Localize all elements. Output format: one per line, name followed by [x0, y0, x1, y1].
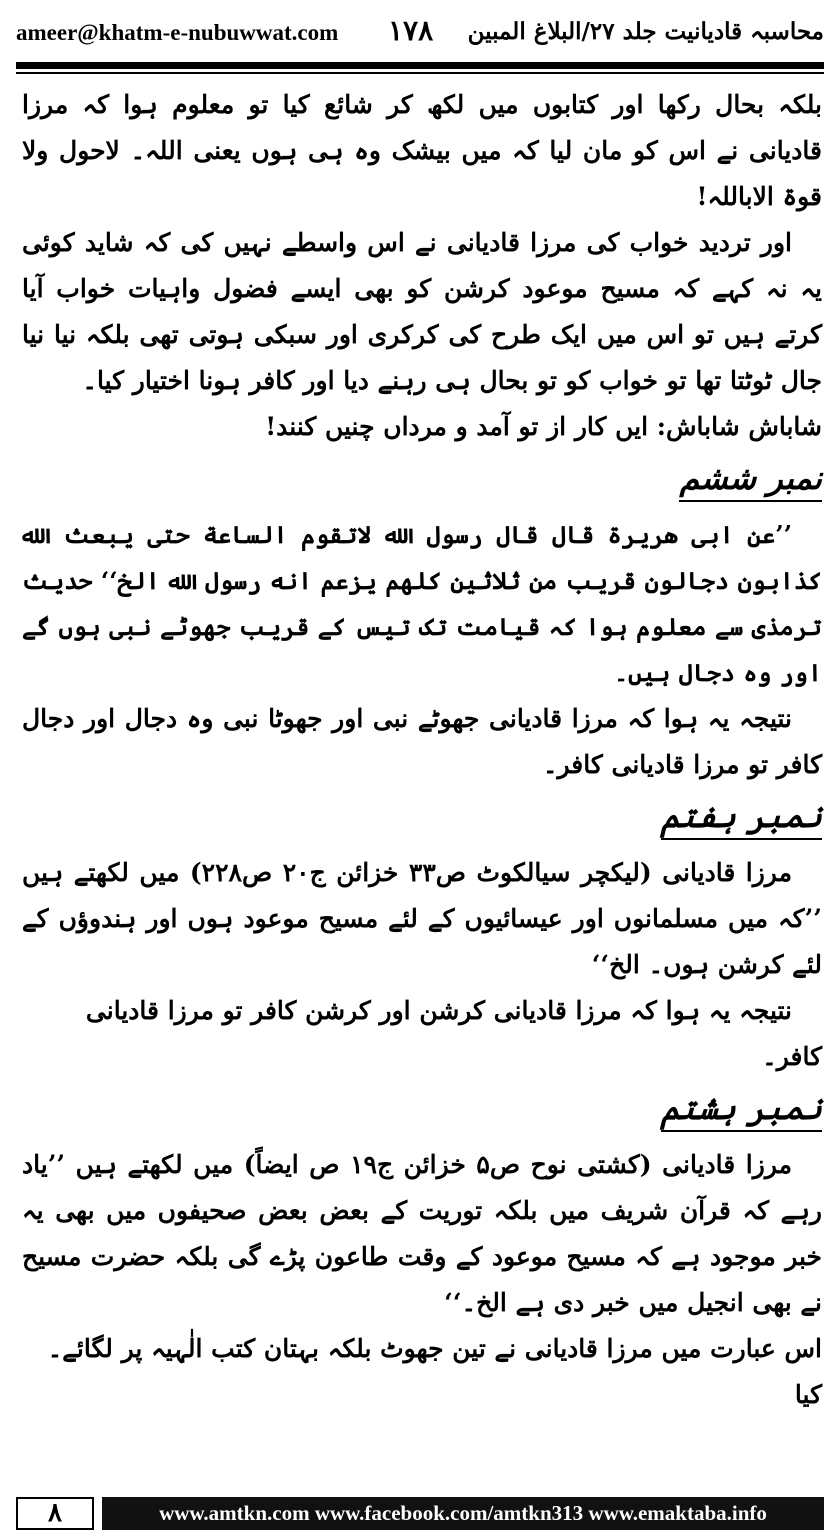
header-rule-thin: [16, 72, 824, 74]
footer-page-number: ۸: [16, 1497, 94, 1530]
section-heading-7: نمبر ہفتم: [661, 796, 822, 840]
section-heading-6: نمبر ششم: [679, 458, 822, 502]
section-heading-8: نمبر ہشتم: [661, 1088, 822, 1132]
paragraph-3: شاباش شاباش: ایں کار از تو آمد و مرداں چنیں کنند!: [265, 412, 822, 441]
footer-links[interactable]: www.amtkn.com www.facebook.com/amtkn313 www.emaktaba.info: [102, 1497, 824, 1530]
page-content: [22, 82, 822, 1418]
header-book-title: محاسبہ قادیانیت جلد ۲۷/البلاغ المبین: [467, 18, 824, 45]
paragraph-9: اس عبارت میں مرزا قادیانی نے تین جھوٹ بلکہ بہتان کتب الٰہیہ پر لگائے۔ کیا: [47, 1334, 822, 1409]
paragraph-7: نتیجہ یہ ہوا کہ مرزا قادیانی کرشن اور کرشن کافر تو مرزا قادیانی کافر۔: [85, 996, 822, 1071]
header-rule-thick: [16, 62, 824, 69]
paragraph-5: نتیجہ یہ ہوا کہ مرزا قادیانی جھوٹے نبی اور جھوٹا نبی وہ دجال اور دجال کافر تو مرزا قادیانی کافر۔: [22, 704, 822, 779]
paragraph-8: مرزا قادیانی (کشتی نوح ص۵ خزائن ج۱۹ ص ایضاً) میں لکھتے ہیں ’’یاد رہے کہ قرآن شریف میں بلکہ توریت کے بعض بعض صحیفوں میں بھی یہ خبر موجود ہے کہ مسیح موعود کے وقت طاعون پڑے گی بلکہ حضرت مسیح نے بھی انجیل میں خبر دی ہے الخ۔‘‘: [22, 1150, 822, 1317]
header-page-number: ۱۷۸: [388, 14, 434, 47]
paragraph-1: بلکہ بحال رکھا اور کتابوں میں لکھ کر شائع کیا تو معلوم ہوا کہ مرزا قادیانی نے اس کو مان لیا کہ میں بیشک وہ ہی ہوں یعنی اللہ۔ لاحول ولا قوۃ الاباللہ!: [22, 90, 822, 211]
page-footer: [16, 1497, 824, 1530]
header-email: ameer@khatm-e-nubuwwat.com: [16, 20, 339, 45]
paragraph-6: مرزا قادیانی (لیکچر سیالکوٹ ص۳۳ خزائن ج۲۰ ص۲۲۸) میں لکھتے ہیں ’’کہ میں مسلمانوں اور عیسائیوں کے لئے مسیح موعود ہوں اور ہندوؤں کے لئے کرشن ہوں۔ الخ‘‘: [22, 858, 822, 979]
paragraph-2: اور تردید خواب کی مرزا قادیانی نے اس واسطے نہیں کی کہ شاید کوئی یہ نہ کہے کہ مسیح موعود کرشن کو بھی ایسے فضول واہیات خواب آیا کرتے ہیں تو اس میں ایک طرح کی کرکری اور سبکی ہوتی تھی بلکہ نیا نیا جال ٹوٹتا تھا تو خواب کو تو بحال ہی رہنے دیا اور کافر ہونا اختیار کیا۔: [22, 228, 822, 395]
page-header: [16, 12, 824, 56]
paragraph-4: ’’عن ابی هريرة قال قال رسول الله لاتقوم الساعة حتى يبعث الله كذابون دجالون قريب من ثلاثين كلهم يزعم انه رسول الله الخ‘‘ حدیث ترمذی سے معلوم ہوا کہ قیامت تک تیس کے قریب جھوٹے نبی ہوں گے اور وہ دجال ہیں۔: [22, 520, 822, 687]
